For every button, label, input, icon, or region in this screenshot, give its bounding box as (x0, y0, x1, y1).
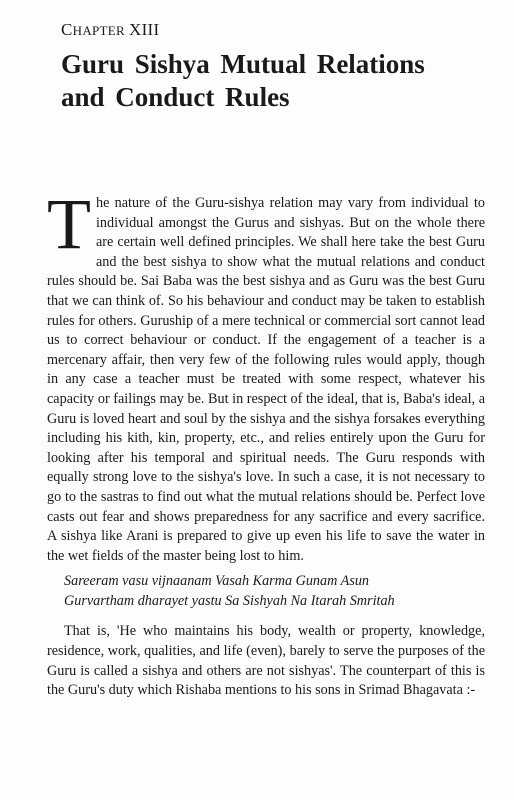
verse-line-1: Sareeram vasu vijnaanam Vasah Karma Gunam Asun (64, 573, 370, 590)
chapter-initial: C (61, 20, 73, 39)
chapter-word: HAPTER (72, 23, 125, 38)
verse-line-2: Gurvartham dharayet yastu Sa Sishyah Na Itarah Smritah (64, 592, 395, 609)
drop-cap: T (47, 184, 91, 264)
chapter-title-line-2: and Conduct Rules (61, 82, 290, 112)
sanskrit-verse (64, 572, 485, 611)
body-text (47, 184, 485, 701)
chapter-title-line-1: Guru Sishya Mutual Relations (61, 49, 425, 79)
chapter-number: XIII (129, 20, 160, 39)
chapter-title (61, 48, 481, 114)
translation-paragraph: That is, 'He who maintains his body, wealth or property, knowledge, residence, work, qualities, and life (even), barely to serve the purposes of the Guru is called a sishya and others are not sishyas'. The counterpart of this is the Guru's duty which Rishaba mentions to his sons in Srimad Bhagavata :- (47, 623, 485, 699)
opening-paragraph (47, 184, 485, 566)
opening-paragraph-text: he nature of the Guru-sishya relation may vary from individual to individual amongst the Gurus and sishyas. But on the whole there are certain well defined principles. We shall here take the best Guru and the best sishya to show what the mutual relations and conduct rules should be. Sai Baba was the best sishya and as Guru was the best Guru that we can think of. So his behaviour and conduct may be taken to establish rules for others. Guruship of a mere technical or commercial sort cannot lead us to correct behaviour or conduct. If the engagement of a teacher is a mercenary affair, then very few of the following rules would apply, though in any case a teacher must be treated with some respect, whatever his capacity or failings may be. But in respect of the ideal, that is, Baba's ideal, a Guru is loved heart and soul by the sishya and the sishya forsakes everything including his kith, kin, property, etc., and relies entirely upon the Guru for looking after his temporal and spiritual needs. The Guru responds with equally strong love to the sishya's love. In such a case, it is not necessary to go to the sastras to find out what the mutual relations should be. Perfect love casts out fear and shows preparedness for any sacrifice and every sacrifice. A sishya like Arani is prepared to give up even his life to save the water in the wet fields of the master being lost to him. (47, 195, 485, 564)
chapter-heading (61, 20, 159, 40)
